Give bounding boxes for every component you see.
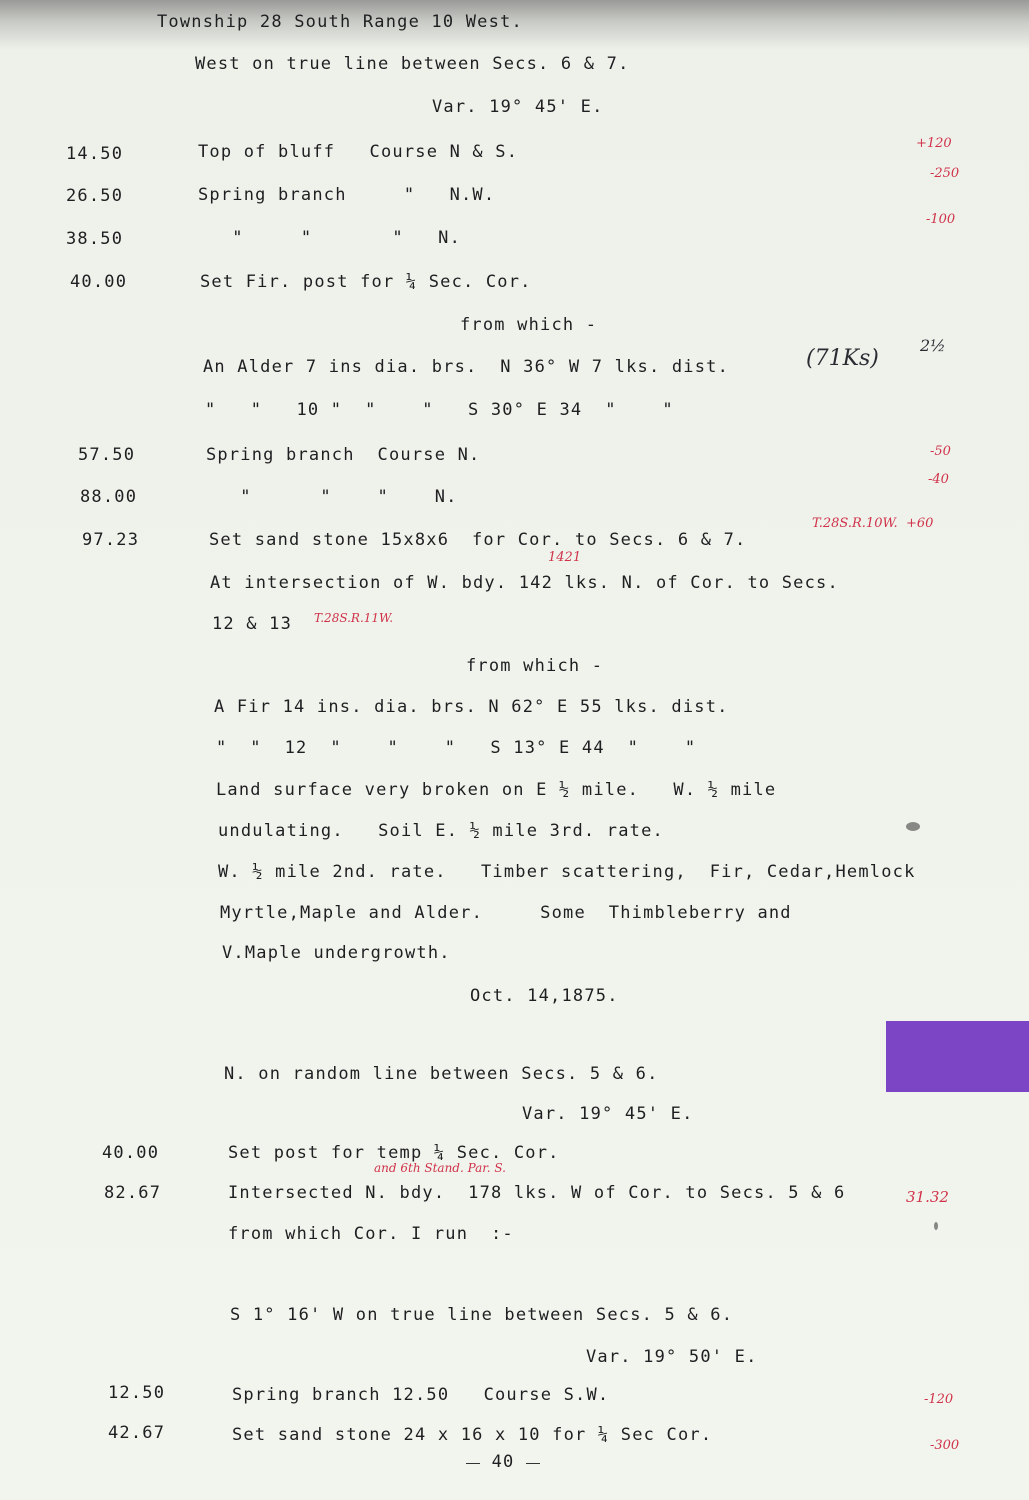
margin-note: -300	[930, 1438, 960, 1453]
chain-value: 14.50	[66, 144, 124, 164]
description-line: Land surface very broken on E ½ mile. W. ½ mile	[216, 780, 777, 800]
margin-note: -40	[928, 472, 949, 487]
variation: Var. 19° 50' E.	[586, 1347, 758, 1367]
bearing-tree: A Fir 14 ins. dia. brs. N 62° E 55 lks. dist.	[214, 697, 729, 717]
entry-text: Set sand stone 15x8x6 for Cor. to Secs. 6 & 7.	[209, 530, 747, 550]
ink-smudge	[906, 822, 920, 831]
line-heading: N. on random line between Secs. 5 & 6.	[224, 1064, 659, 1084]
margin-note: -100	[926, 212, 956, 227]
chain-value: 42.67	[108, 1423, 166, 1443]
variation: Var. 19° 45' E.	[432, 97, 604, 117]
description-line: undulating. Soil E. ½ mile 3rd. rate.	[218, 821, 664, 841]
from-which: from which -	[460, 315, 598, 335]
description-line: Myrtle,Maple and Alder. Some Thimbleberry and	[220, 903, 792, 923]
line-heading: West on true line between Secs. 6 & 7.	[195, 54, 630, 74]
entry-text: Intersected N. bdy. 178 lks. W of Cor. to Secs. 5 & 6	[228, 1183, 846, 1203]
chain-value: 40.00	[102, 1143, 160, 1163]
entry-text: Top of bluff Course N & S.	[198, 142, 519, 162]
variation: Var. 19° 45' E.	[522, 1104, 694, 1124]
chain-value: 12.50	[108, 1383, 166, 1403]
description-line: V.Maple undergrowth.	[222, 943, 451, 963]
entry-text: " " " N.	[198, 228, 462, 248]
margin-note: -50	[930, 444, 951, 459]
margin-note: -250	[930, 166, 960, 181]
chain-value: 97.23	[82, 530, 140, 550]
description-line: W. ½ mile 2nd. rate. Timber scattering, Fir, Cedar,Hemlock	[218, 862, 916, 882]
insert-note: and 6th Stand. Par. S.	[374, 1161, 506, 1175]
color-swatch	[886, 1021, 1029, 1092]
line-heading: S 1° 16' W on true line between Secs. 5 & 6.	[230, 1305, 734, 1325]
chain-value: 38.50	[66, 229, 124, 249]
ink-smudge	[934, 1222, 938, 1230]
margin-note: 31.32	[906, 1188, 949, 1206]
entry-text: Set Fir. post for ¼ Sec. Cor.	[200, 272, 532, 292]
date: Oct. 14,1875.	[470, 986, 619, 1006]
page-number: 40	[466, 1452, 540, 1472]
entry-text: Set post for temp ¼ Sec. Cor.	[228, 1143, 560, 1163]
entry-text: Spring branch 12.50 Course S.W.	[232, 1385, 610, 1405]
township-note: T.28S.R.11W.	[314, 611, 394, 625]
entry-text: Set sand stone 24 x 16 x 10 for ¼ Sec Cor.	[232, 1425, 713, 1445]
entry-text: Spring branch Course N.	[206, 445, 481, 465]
chain-value: 40.00	[70, 272, 128, 292]
bearing-tree: " " 10 " " " S 30° E 34 " "	[205, 400, 674, 420]
bearing-tree: An Alder 7 ins dia. brs. N 36° W 7 lks. dist.	[203, 357, 730, 377]
margin-note: -120	[924, 1392, 954, 1407]
chain-value: 82.67	[104, 1183, 162, 1203]
chain-value: 57.50	[78, 445, 136, 465]
chain-value: 26.50	[66, 186, 124, 206]
from-which: from which Cor. I run :-	[228, 1224, 514, 1244]
margin-note: T.28S.R.10W. +60	[812, 516, 934, 531]
sections-text: 12 & 13	[212, 614, 293, 634]
township-heading: Township 28 South Range 10 West.	[157, 12, 523, 32]
correction-note: 1421	[548, 550, 582, 565]
from-which: from which -	[466, 656, 604, 676]
margin-note: +120	[916, 136, 952, 151]
entry-text: Spring branch " N.W.	[198, 185, 496, 205]
bearing-tree: " " 12 " " " S 13° E 44 " "	[216, 738, 697, 758]
entry-text: " " " N.	[206, 487, 458, 507]
handwritten-note: (71Ks)	[806, 346, 879, 371]
handwritten-initials: 2½	[920, 336, 946, 355]
intersection-text: At intersection of W. bdy. 142 lks. N. of Cor. to Secs.	[210, 573, 839, 593]
chain-value: 88.00	[80, 487, 138, 507]
